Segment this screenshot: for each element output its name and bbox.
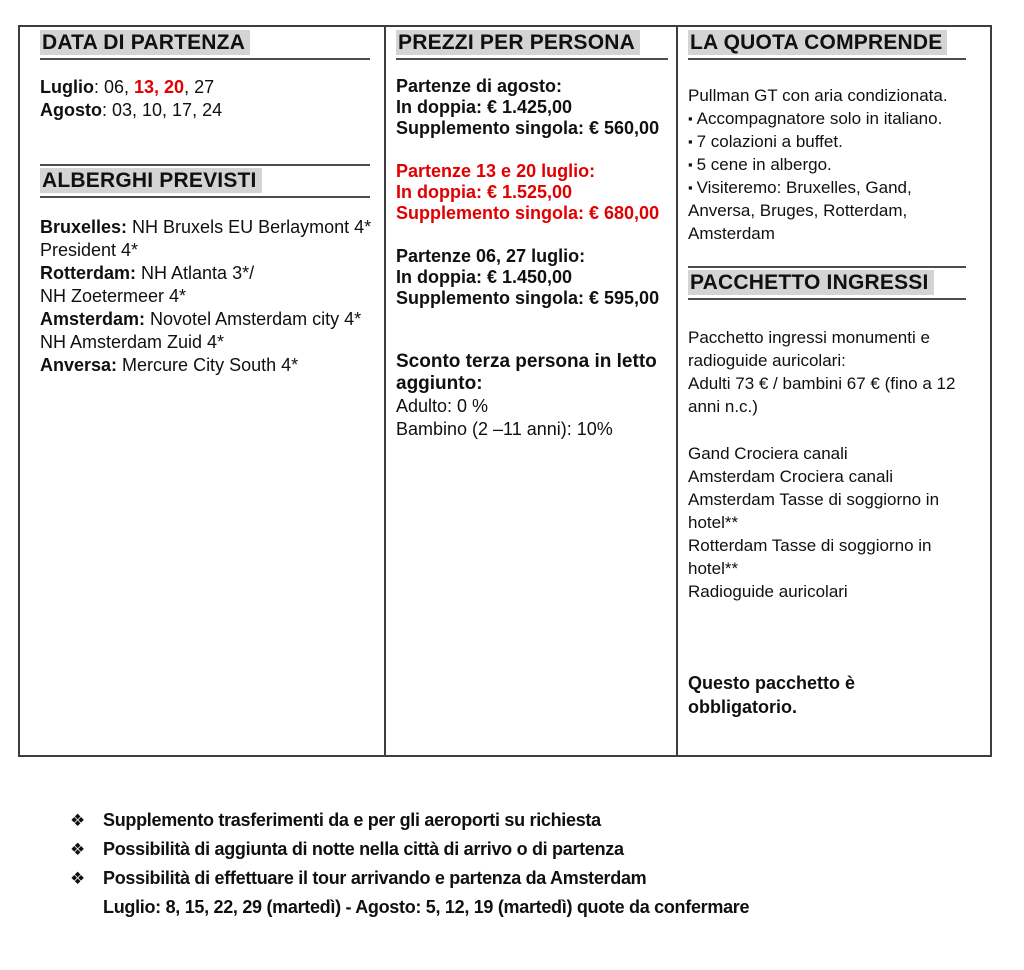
highlighted-dates: 13, 20 bbox=[134, 77, 185, 97]
note-item: ❖ Supplemento trasferimenti da e per gli aeroporti su richiesta bbox=[70, 806, 749, 835]
package-prices: Adulti 73 € / bambini 67 € (fino a 12 anni n.c.) bbox=[688, 374, 956, 416]
dates-july-line: Luglio: 06, 13, 20, 27 bbox=[40, 77, 215, 97]
diamond-bullet-icon: ❖ bbox=[70, 869, 85, 888]
header-highlight: ALBERGHI PREVISTI bbox=[40, 168, 262, 193]
third-person-discount bbox=[396, 351, 668, 441]
header-highlight: PREZZI PER PERSONA bbox=[396, 30, 640, 55]
package-item: Amsterdam Tasse di soggiorno in hotel** bbox=[688, 490, 940, 532]
note-dates-subline: Luglio: 8, 15, 22, 29 (martedì) - Agosto: 5, 12, 19 (martedì) quote da confermare bbox=[103, 897, 750, 917]
price-block-july-06-27: Partenze 06, 27 luglio: In doppia: € 1.450,00 Supplemento singola: € 595,00 bbox=[396, 246, 660, 308]
package-item: Radioguide auricolari bbox=[688, 582, 848, 601]
departure-dates-block bbox=[40, 76, 370, 122]
package-item: Gand Crociera canali bbox=[688, 444, 848, 463]
hotel-line: Bruxelles: NH Bruxels EU Berlaymont 4* bbox=[40, 217, 372, 237]
section-header-la-quota-comprende bbox=[688, 31, 966, 60]
header-highlight: DATA DI PARTENZA bbox=[40, 30, 250, 55]
header-highlight: LA QUOTA COMPRENDE bbox=[688, 30, 947, 55]
price-block-july-13-20: Partenze 13 e 20 luglio: In doppia: € 1.525,00 Supplemento singola: € 680,00 bbox=[396, 161, 660, 223]
square-bullet-icon: ▪ bbox=[688, 157, 693, 172]
include-item: ▪ 7 colazioni a buffet. bbox=[688, 132, 843, 151]
include-item: ▪ Accompagnatore solo in italiano. bbox=[688, 109, 943, 128]
includes-list bbox=[688, 107, 966, 245]
tour-info-table bbox=[18, 25, 992, 757]
package-items-list bbox=[688, 442, 966, 603]
price-block-august: Partenze di agosto: In doppia: € 1.425,00 Supplemento singola: € 560,00 bbox=[396, 76, 660, 138]
hotel-line: NH Amsterdam Zuid 4* bbox=[40, 332, 225, 352]
hotels-list bbox=[40, 216, 370, 377]
include-item: ▪ Visiteremo: Bruxelles, Gand, Anversa, Bruges, Rotterdam, Amsterdam bbox=[688, 178, 912, 243]
diamond-bullet-icon: ❖ bbox=[70, 840, 85, 859]
column-quota-comprende bbox=[678, 27, 990, 755]
square-bullet-icon: ▪ bbox=[688, 134, 693, 149]
discount-title: Sconto terza persona in letto aggiunto: bbox=[396, 351, 657, 394]
discount-adult: Adulto: 0 % bbox=[396, 396, 489, 416]
dates-august-line: Agosto: 03, 10, 17, 24 bbox=[40, 100, 223, 120]
header-highlight: PACCHETTO INGRESSI bbox=[688, 270, 934, 295]
july-label: Luglio bbox=[40, 77, 94, 97]
section-header-alberghi-previsti bbox=[40, 164, 370, 198]
package-intro: Pacchetto ingressi monumenti e radioguide auricolari: bbox=[688, 328, 930, 370]
quota-intro-line: Pullman GT con aria condizionata. bbox=[688, 86, 948, 105]
section-header-pacchetto-ingressi bbox=[688, 266, 966, 300]
package-item: Amsterdam Crociera canali bbox=[688, 467, 894, 486]
august-label: Agosto bbox=[40, 100, 102, 120]
footer-notes bbox=[70, 806, 749, 922]
hotel-line: Amsterdam: Novotel Amsterdam city 4* bbox=[40, 309, 362, 329]
package-item: Rotterdam Tasse di soggiorno in hotel** bbox=[688, 536, 932, 578]
include-item: ▪ 5 cene in albergo. bbox=[688, 155, 832, 174]
square-bullet-icon: ▪ bbox=[688, 111, 693, 126]
hotel-line: President 4* bbox=[40, 240, 139, 260]
hotel-line: Rotterdam: NH Atlanta 3*/ bbox=[40, 263, 255, 283]
section-header-data-di-partenza bbox=[40, 31, 370, 60]
mandatory-note: Questo pacchetto è obbligatorio. bbox=[688, 673, 856, 717]
discount-child: Bambino (2 –11 anni): 10% bbox=[396, 419, 613, 439]
diamond-bullet-icon: ❖ bbox=[70, 811, 85, 830]
column-prices bbox=[386, 27, 678, 755]
section-header-prezzi-per-persona bbox=[396, 31, 668, 60]
hotel-line: Anversa: Mercure City South 4* bbox=[40, 355, 299, 375]
square-bullet-icon: ▪ bbox=[688, 180, 693, 195]
note-item: ❖ Possibilità di effettuare il tour arrivando e partenza da Amsterdam bbox=[70, 864, 749, 893]
column-departure-dates bbox=[20, 27, 386, 755]
hotel-line: NH Zoetermeer 4* bbox=[40, 286, 187, 306]
note-item: ❖ Possibilità di aggiunta di notte nella città di arrivo o di partenza bbox=[70, 835, 749, 864]
